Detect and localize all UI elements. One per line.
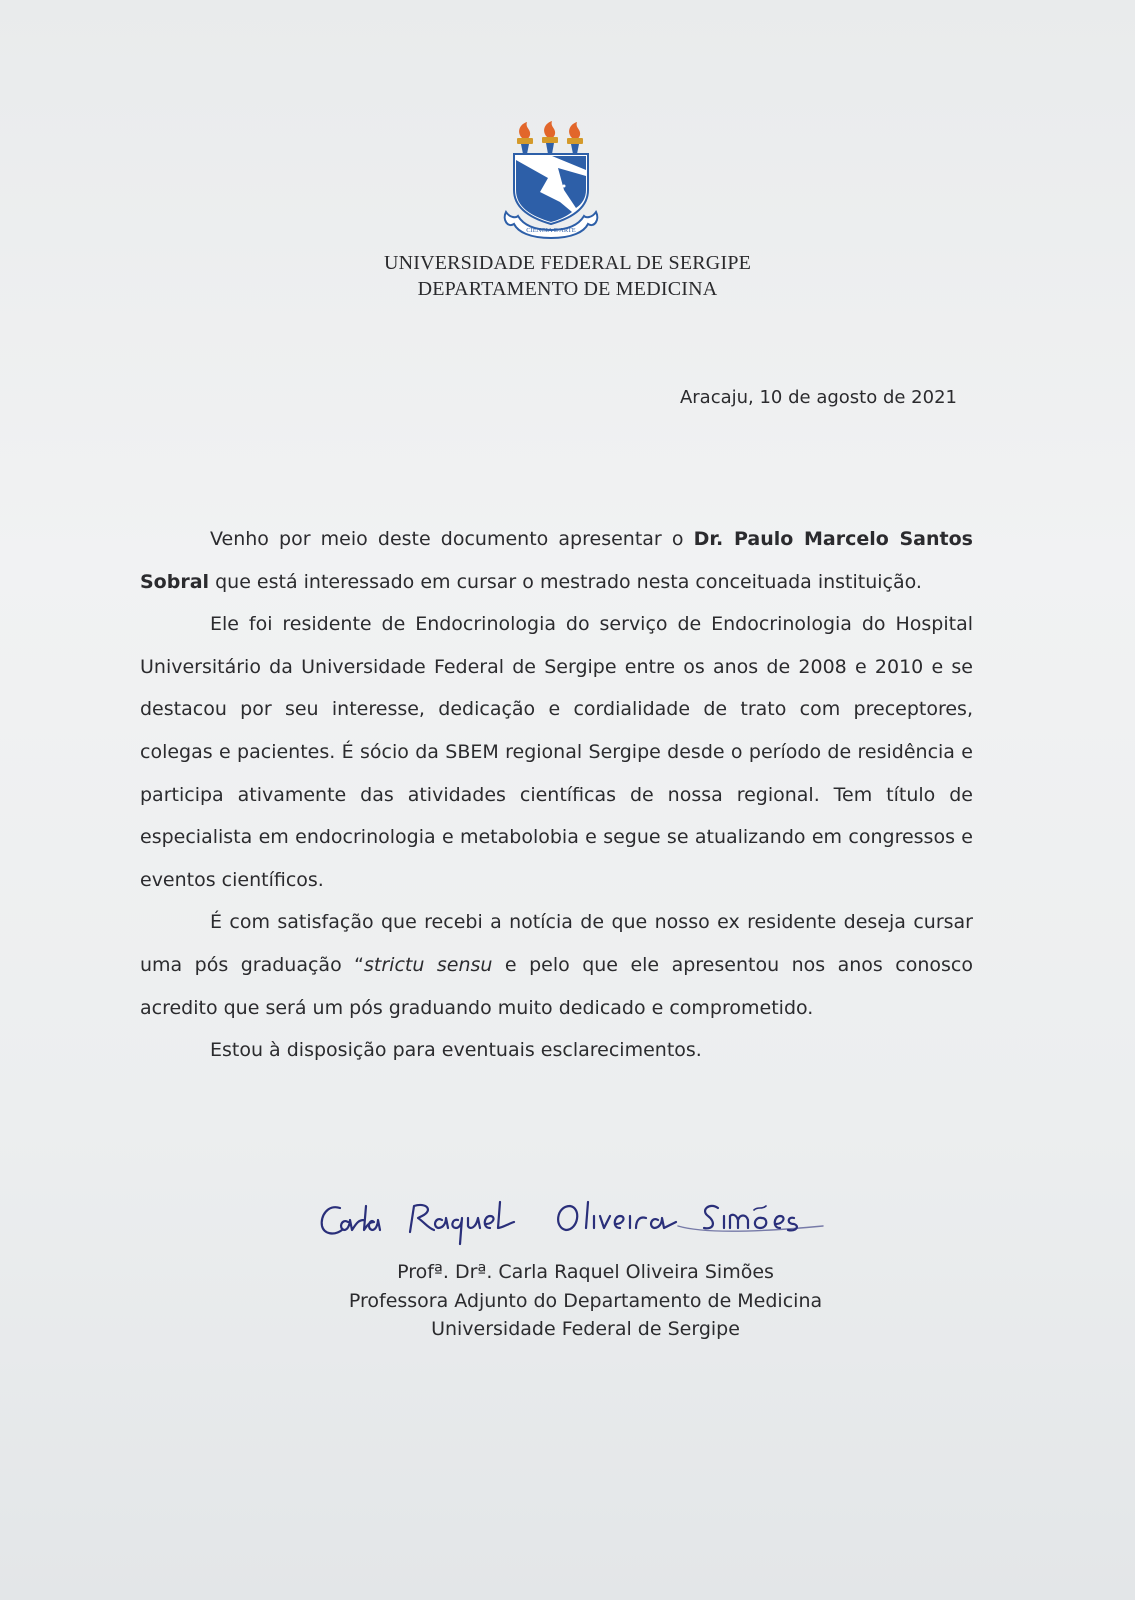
ufs-coat-of-arms-icon xyxy=(500,120,610,248)
department-name: DEPARTAMENTO DE MEDICINA xyxy=(417,278,718,300)
university-name: UNIVERSIDADE FEDERAL DE SERGIPE xyxy=(383,252,752,274)
letter-body xyxy=(140,518,973,1072)
signer-institution: Universidade Federal de Sergipe xyxy=(431,1318,740,1340)
paragraph-residency: Ele foi residente de Endocrinologia do serviço de Endocrinologia do Hospital Universitário da Universidade Federal de Sergipe entre os anos de 2008 e 2010 e se destacou por seu interesse, dedicação e cordialidade de trato com preceptores, colegas e pacientes. É sócio da SBEM regional Sergipe desde o período de residência e participa ativamente das atividades científicas de nossa regional. Tem título de especialista em endocrinologia e metabolobia e segue se atualizando em congressos e eventos científicos. xyxy=(140,613,973,891)
signer-name: Profª. Drª. Carla Raquel Oliveira Simões xyxy=(397,1261,774,1283)
handwritten-signature xyxy=(318,1196,848,1256)
program-term: strictu sensu xyxy=(364,953,493,976)
signer-role: Professora Adjunto do Departamento de Medicina xyxy=(348,1289,823,1312)
torch-flames xyxy=(517,121,583,154)
paragraph-closing: Estou à disposição para eventuais esclarecimentos. xyxy=(210,1039,702,1062)
motto-text: CIENCIA E ARTE xyxy=(526,227,576,234)
date-line: Aracaju, 10 de agosto de 2021 xyxy=(679,387,957,408)
paragraph-recommendation: É com satisfação que recebi a notícia de que nosso ex residente deseja cursar uma pós graduação “strictu sensu e pelo que ele apresentou nos anos conosco acredito que será um pós graduando muito dedicado e comprometido. xyxy=(140,911,973,1019)
paragraph-introduction: Venho por meio deste documento apresentar o Dr. Paulo Marcelo Santos Sobral que está interessado em cursar o mestrado nesta conceituada instituição. xyxy=(140,528,973,593)
institution-header xyxy=(0,250,1135,302)
signer-block xyxy=(0,1258,1135,1344)
shield xyxy=(514,154,588,224)
candidate-name: Dr. Paulo Marcelo Santos Sobral xyxy=(140,528,973,593)
